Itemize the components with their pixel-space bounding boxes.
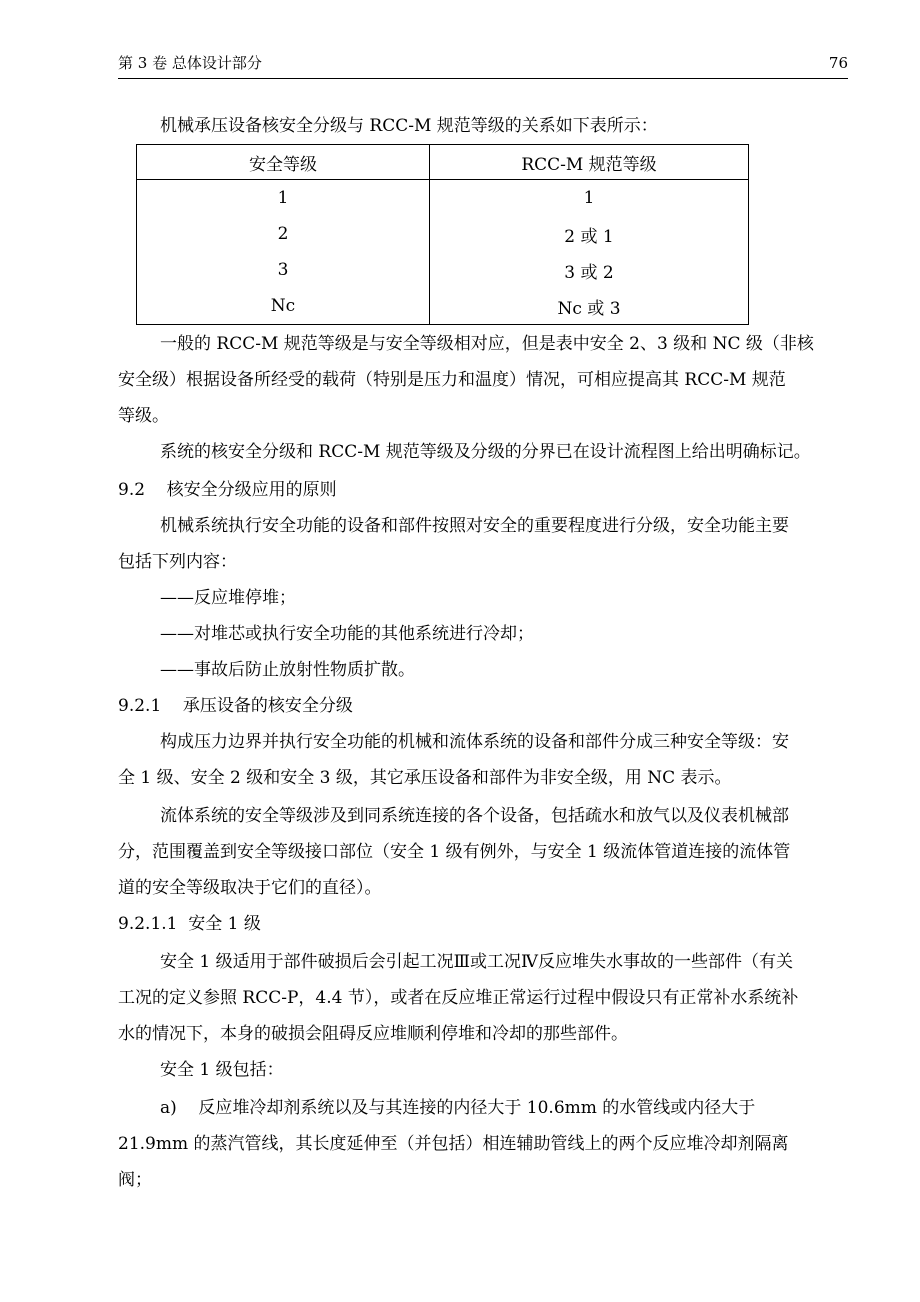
table-header-row — [137, 145, 749, 180]
safety-class-table — [136, 144, 749, 325]
paragraph-line: 阀； — [118, 1170, 152, 1190]
paragraph-line: 流体系统的安全等级涉及到同系统连接的各个设备，包括疏水和放气以及仪表机械部 — [160, 806, 789, 826]
paragraph-line: 安全级）根据设备所经受的载荷（特别是压力和温度）情况，可相应提高其 RCC-M 规范 — [118, 370, 786, 390]
table-cell: 2 — [137, 216, 430, 252]
table-header-cell: RCC-M 规范等级 — [430, 145, 749, 180]
table-row — [137, 288, 749, 325]
table-row — [137, 216, 749, 252]
intro-text: 机械承压设备核安全分级与 RCC-M 规范等级的关系如下表所示： — [160, 116, 658, 136]
section-heading-9-2-1-1: 9.2.1.1 安全 1 级 — [118, 914, 261, 934]
paragraph-line: 21.9mm 的蒸汽管线，其长度延伸至（并包括）相连辅助管线上的两个反应堆冷却剂隔离 — [118, 1134, 789, 1154]
table-row — [137, 180, 749, 217]
list-item: ——事故后防止放射性物质扩散。 — [160, 660, 415, 680]
page-header — [118, 52, 848, 74]
paragraph-line: 水的情况下，本身的破损会阻碍反应堆顺利停堆和冷却的那些部件。 — [118, 1024, 628, 1044]
list-item-a: a) 反应堆冷却剂系统以及与其连接的内径大于 10.6mm 的水管线或内径大于 — [160, 1098, 756, 1118]
table-cell: 3 或 2 — [430, 252, 749, 288]
table-cell: Nc 或 3 — [430, 288, 749, 325]
table-cell: 1 — [137, 180, 430, 217]
section-heading-9-2: 9.2 核安全分级应用的原则 — [118, 480, 337, 500]
table-cell: Nc — [137, 288, 430, 325]
paragraph-line: 分，范围覆盖到安全等级接口部位（安全 1 级有例外，与安全 1 级流体管道连接的流体管 — [118, 842, 791, 862]
list-item: ——对堆芯或执行安全功能的其他系统进行冷却； — [160, 624, 534, 644]
header-volume-title: 第 3 卷 总体设计部分 — [118, 54, 262, 72]
paragraph-line: 机械系统执行安全功能的设备和部件按照对安全的重要程度进行分级，安全功能主要 — [160, 516, 789, 536]
table-cell: 1 — [430, 180, 749, 217]
header-page-number: 76 — [828, 54, 848, 72]
paragraph-line: 一般的 RCC-M 规范等级是与安全等级相对应，但是表中安全 2、3 级和 NC 级（非核 — [160, 334, 814, 354]
paragraph-line: 构成压力边界并执行安全功能的机械和流体系统的设备和部件分成三种安全等级：安 — [160, 732, 789, 752]
paragraph-line: 安全 1 级适用于部件破损后会引起工况Ⅲ或工况Ⅳ反应堆失水事故的一些部件（有关 — [160, 952, 793, 972]
paragraph-line: 包括下列内容： — [118, 552, 237, 572]
section-heading-9-2-1: 9.2.1 承压设备的核安全分级 — [118, 696, 353, 716]
paragraph-line: 等级。 — [118, 406, 169, 426]
paragraph-line: 全 1 级、安全 2 级和安全 3 级，其它承压设备和部件为非安全级，用 NC 表示。 — [118, 768, 732, 788]
table-row — [137, 252, 749, 288]
table-header-cell: 安全等级 — [137, 145, 430, 180]
header-rule — [118, 78, 848, 79]
paragraph-line: 工况的定义参照 RCC-P，4.4 节），或者在反应堆正常运行过程中假设只有正常补水系统补 — [118, 988, 799, 1008]
list-item: ——反应堆停堆； — [160, 588, 296, 608]
paragraph-line: 道的安全等级取决于它们的直径）。 — [118, 878, 382, 898]
paragraph-line: 安全 1 级包括： — [160, 1060, 284, 1080]
table-cell: 3 — [137, 252, 430, 288]
table-cell: 2 或 1 — [430, 216, 749, 252]
paragraph-line: 系统的核安全分级和 RCC-M 规范等级及分级的分界已在设计流程图上给出明确标记。 — [160, 442, 811, 462]
